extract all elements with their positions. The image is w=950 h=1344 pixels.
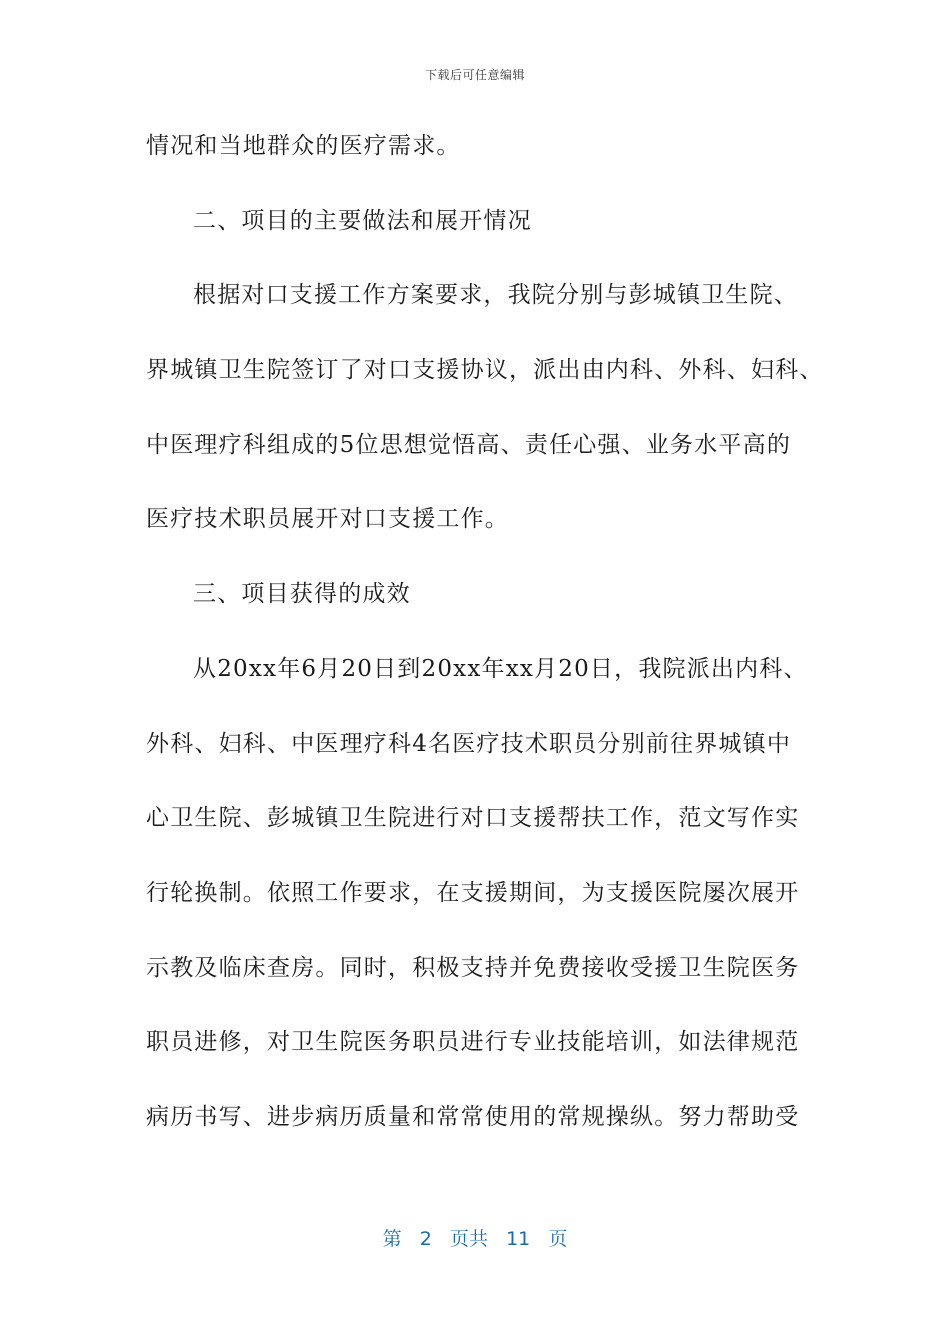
paragraph-line: 行轮换制。依照工作要求，在支援期间，为支援医院屡次展开	[146, 879, 800, 906]
page-mid: 页共	[449, 1228, 488, 1250]
paragraph-line: 根据对口支援工作方案要求，我院分别与彭城镇卫生院、	[193, 282, 798, 309]
paragraph-line: 职员进修，对卫生院医务职员进行专业技能培训，如法律规范	[146, 1029, 800, 1056]
page-total: 11	[506, 1228, 531, 1250]
section-heading: 二、项目的主要做法和展开情况	[193, 207, 532, 234]
paragraph-line: 中医理疗科组成的5位思想觉悟高、责任心强、业务水平高的	[146, 431, 792, 458]
page-number-footer	[0, 1224, 950, 1251]
paragraph-line: 情况和当地群众的医疗需求。	[146, 133, 461, 159]
page-prefix: 第	[382, 1228, 402, 1250]
paragraph-line: 示教及临床查房。同时，积极支持并免费接收受援卫生院医务	[146, 954, 800, 981]
page-suffix: 页	[548, 1228, 568, 1250]
section-heading: 三、项目获得的成效	[193, 581, 411, 608]
header-note: 下载后可任意编辑	[424, 68, 525, 82]
paragraph-line: 外科、妇科、中医理疗科4名医疗技术职员分别前往界城镇中	[146, 730, 792, 757]
paragraph-line: 病历书写、进步病历质量和常常使用的常规操纵。努力帮助受	[146, 1103, 800, 1130]
paragraph-line: 从20xx年6月20日到20xx年xx月20日，我院派出内科、	[193, 655, 808, 682]
paragraph-line: 界城镇卫生院签订了对口支援协议，派出由内科、外科、妇科、	[146, 357, 824, 384]
paragraph-line: 心卫生院、彭城镇卫生院进行对口支援帮扶工作，范文写作实	[146, 805, 800, 832]
paragraph-line: 医疗技术职员展开对口支援工作。	[146, 506, 509, 533]
document-body	[146, 122, 824, 1168]
page-current: 2	[419, 1228, 432, 1250]
